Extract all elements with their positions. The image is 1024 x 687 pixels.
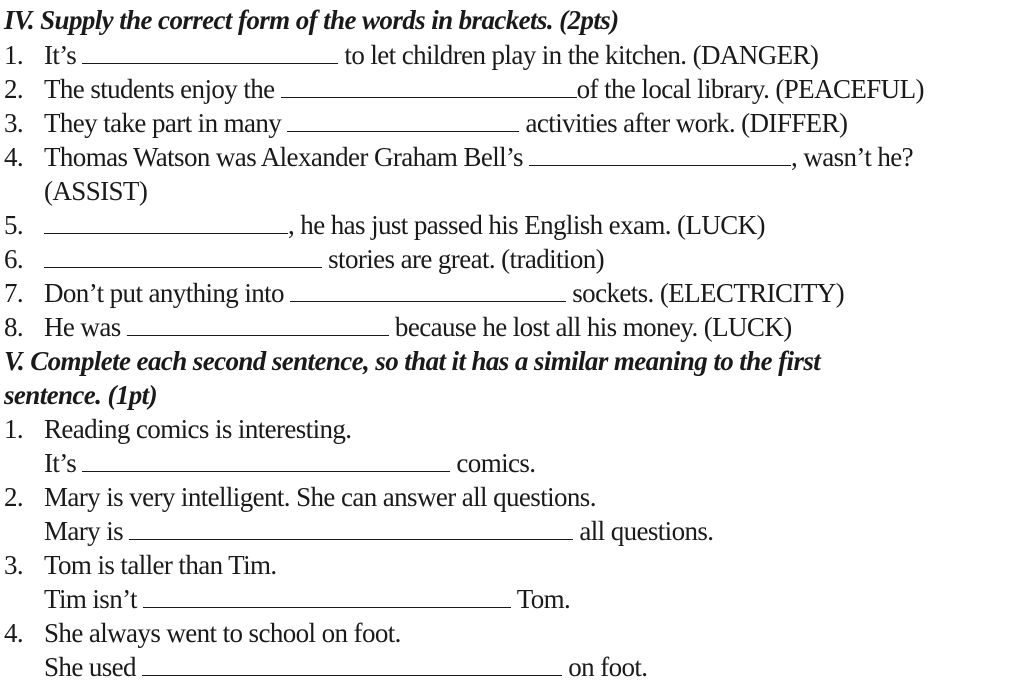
text-before: Tim isn’t <box>44 584 144 614</box>
answer-blank[interactable] <box>287 107 519 132</box>
section-v-heading-continued: sentence. (1pt) <box>4 380 157 410</box>
answer-blank[interactable] <box>82 447 450 472</box>
item-number: 4. <box>4 142 24 172</box>
text-before: It’s <box>44 40 83 70</box>
text-before: They take part in many <box>44 108 288 138</box>
text-before: Thomas Watson was Alexander Graham Bell’s <box>44 142 530 172</box>
item-number: 1. <box>4 414 24 444</box>
answer-blank[interactable] <box>82 39 338 64</box>
section-v-heading: V. Complete each second sentence, so that it has a similar meaning to the first <box>4 346 821 376</box>
text-after: on foot. <box>562 652 648 682</box>
item-number: 4. <box>4 618 24 648</box>
item-number: 2. <box>4 482 24 512</box>
answer-blank[interactable] <box>44 209 288 234</box>
item-number: 1. <box>4 40 24 70</box>
text-before: The students enjoy the <box>44 74 281 104</box>
answer-blank[interactable] <box>281 73 577 98</box>
text-after: all questions. <box>573 516 714 546</box>
text-after: of the local library. (PEACEFUL) <box>576 74 924 104</box>
text-after: sockets. (ELECTRICITY) <box>566 278 844 308</box>
answer-blank[interactable] <box>127 311 389 336</box>
item-number: 5. <box>4 210 24 240</box>
text-after: because he lost all his money. (LUCK) <box>388 312 792 342</box>
continuation-text: (ASSIST) <box>44 176 148 206</box>
section-iv-heading: IV. Supply the correct form of the words in brackets. (2pts) <box>4 5 619 35</box>
original-sentence: Reading comics is interesting. <box>44 414 352 444</box>
item-number: 7. <box>4 278 24 308</box>
item-number: 3. <box>4 550 24 580</box>
text-before: She used <box>44 652 143 682</box>
answer-blank[interactable] <box>290 277 566 302</box>
item-number: 6. <box>4 244 24 274</box>
answer-blank[interactable] <box>142 651 562 676</box>
item-number: 3. <box>4 108 24 138</box>
text-before: Don’t put anything into <box>44 278 291 308</box>
text-after: comics. <box>450 448 536 478</box>
text-before: He was <box>44 312 127 342</box>
answer-blank[interactable] <box>529 141 791 166</box>
answer-blank[interactable] <box>129 515 573 540</box>
text-after: to let children play in the kitchen. (DANGER) <box>338 40 819 70</box>
text-after: activities after work. (DIFFER) <box>519 108 848 138</box>
text-after: , wasn’t he? <box>791 142 914 172</box>
original-sentence: She always went to school on foot. <box>44 618 401 648</box>
text-after: stories are great. (tradition) <box>322 244 605 274</box>
original-sentence: Tom is taller than Tim. <box>44 550 277 580</box>
text-before: It’s <box>44 448 83 478</box>
text-before: Mary is <box>44 516 130 546</box>
item-number: 8. <box>4 312 24 342</box>
answer-blank[interactable] <box>143 583 511 608</box>
answer-blank[interactable] <box>44 243 322 268</box>
text-after: , he has just passed his English exam. (LUCK) <box>288 210 765 240</box>
original-sentence: Mary is very intelligent. She can answer all questions. <box>44 482 596 512</box>
text-after: Tom. <box>511 584 571 614</box>
item-number: 2. <box>4 74 24 104</box>
